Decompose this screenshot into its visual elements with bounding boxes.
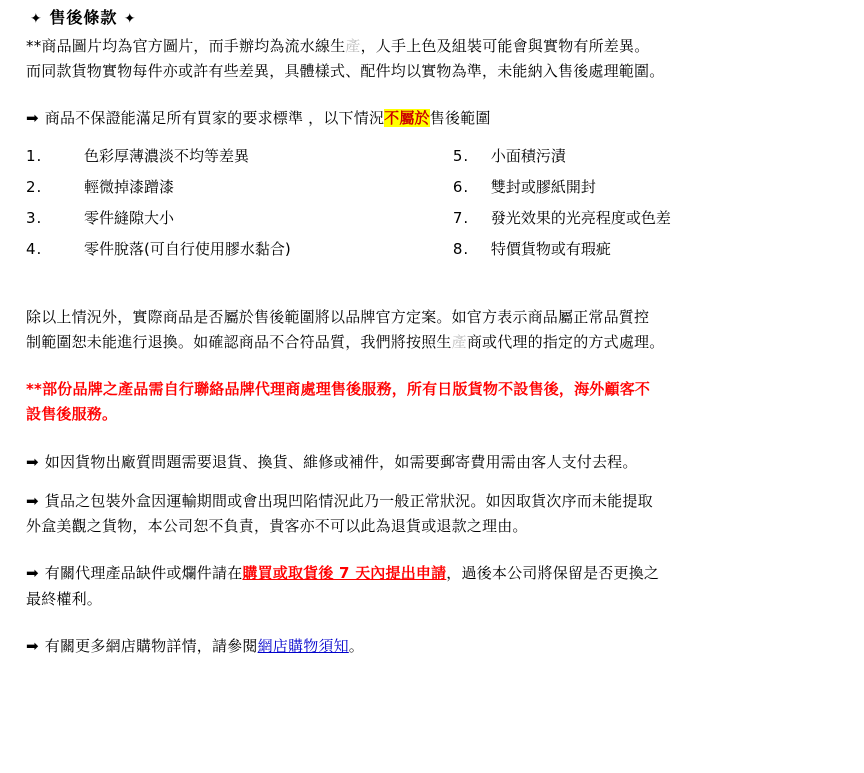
note-deadline-prefix2: 品缺件或爛件請在 — [120, 564, 243, 583]
policy-line-2-suffix: 商或代理的指定的方式處理。 — [466, 332, 665, 351]
notice-text-after: 售後範圍 — [429, 109, 491, 128]
spacer-3 — [26, 356, 850, 378]
note-packaging-line-1 — [26, 490, 850, 513]
spacer-5 — [26, 476, 850, 490]
warning-line-2: 設售後服務。 — [26, 405, 118, 424]
notice-line — [26, 107, 850, 130]
notice-highlight: 不屬於 — [384, 109, 430, 128]
list-item-number: 3. — [26, 209, 43, 228]
note-footer-prefix: 有關更多網店購物詳情，請參閱 — [44, 636, 258, 655]
list-item-number: 1. — [26, 146, 43, 165]
note-packaging-line-2: 外盒美觀之貨物，本公司恕不負責，貴客亦不可以此為退貨或退款之理由。 — [26, 517, 528, 536]
arrow-icon: ➡ — [26, 491, 39, 510]
exclusion-list-left-column — [26, 145, 453, 270]
intro-line-1-prefix: **商品圖片均為官方圖片，而手辦均為流水線生 — [26, 36, 346, 55]
note-footer-suffix: 。 — [348, 636, 364, 655]
list-item — [26, 207, 453, 230]
list-item-label: 小面積污漬 — [490, 146, 566, 165]
intro-line-1 — [26, 35, 850, 58]
list-item-number: 6. — [452, 177, 470, 196]
list-item-label: 零件脫落(可自行使用膠水黏合) — [84, 240, 291, 259]
spacer-6 — [26, 540, 850, 562]
exclusion-list — [26, 145, 850, 270]
list-item — [453, 176, 850, 199]
note-deadline-emphasis: 購買或取貨後 7 天內提出申請 — [242, 564, 447, 583]
list-item-number: 4. — [26, 240, 43, 259]
notice-text-before: 商品不保證能滿足所有買家的要求標準 ，以下情況 — [44, 109, 385, 128]
arrow-icon: ➡ — [26, 452, 39, 471]
exclusion-list-right-column — [453, 145, 850, 270]
list-item — [453, 238, 850, 261]
policy-line-1: 除以上情況外，實際商品是否屬於售後範圍將以品牌官方定案。如官方表示商品屬正常品質控 — [26, 307, 650, 326]
intro-line-2: 而同款貨物實物每件亦或許有些差異，具體樣式、配件均以實物為準，未能納入售後處理範圍。 — [26, 62, 665, 81]
note-deadline-line-2: 最終權利。 — [26, 589, 103, 608]
list-item — [26, 145, 453, 168]
arrow-icon: ➡ — [26, 109, 39, 128]
note-packaging-text-1: 貨品之包裝外盒因運輸期間或會出現凹陷情況此乃一般正常狀況。如因取貨次序而未能提取 — [44, 491, 653, 510]
list-item-label: 輕微掉漆蹭漆 — [84, 177, 175, 196]
list-item-number: 8. — [452, 240, 470, 259]
spacer-2 — [26, 270, 850, 292]
spacer-1 — [26, 85, 850, 107]
note-deadline-line-1 — [26, 562, 850, 585]
diamond-ornament-left: ✦ — [30, 11, 43, 27]
page-title — [30, 6, 850, 31]
list-item — [26, 238, 453, 261]
page-title-text: 售後條款 — [49, 8, 118, 27]
shop-guide-link[interactable]: 網店購物須知 — [257, 636, 349, 655]
arrow-icon: ➡ — [26, 636, 39, 655]
arrow-icon: ➡ — [26, 564, 39, 583]
policy-line-2 — [26, 331, 850, 354]
list-item-label: 特價貨物或有瑕疵 — [490, 240, 611, 259]
list-item-number: 7. — [452, 209, 470, 228]
policy-line-2-faded: 產 — [451, 332, 467, 351]
note-footer — [26, 635, 850, 658]
list-item-label: 色彩厚薄濃淡不均等差異 — [84, 146, 250, 165]
note-deadline-prefix: 有關代理產 — [44, 564, 121, 583]
intro-line-1-faded: 產 — [345, 36, 361, 55]
spacer-4 — [26, 429, 850, 451]
note-shipping — [26, 451, 850, 474]
intro-line-1-suffix: ，人手上色及組裝可能會與實物有所差異。 — [360, 36, 650, 55]
list-item — [453, 207, 850, 230]
list-item-label: 發光效果的光亮程度或色差 — [490, 209, 671, 228]
list-item-number: 5. — [452, 146, 470, 165]
policy-line-2-prefix: 制範圍恕未能進行退換。如確認商品不合符品質，我們將按照生 — [26, 332, 452, 351]
note-shipping-text: 如因貨物出廠質問題需要退貨、換貨、維修或補件，如需要郵寄費用需由客人支付去程。 — [44, 452, 638, 471]
list-item-label: 零件縫隙大小 — [84, 209, 175, 228]
note-deadline-suffix: ，過後本公司將保留是否更換之 — [446, 564, 660, 583]
list-item — [26, 176, 453, 199]
diamond-ornament-right: ✦ — [123, 11, 137, 27]
warning-line-1: **部份品牌之產品需自行聯絡品牌代理商處理售後服務，所有日版貨物不設售後，海外顧客不 — [26, 380, 651, 399]
list-item-number: 2. — [26, 177, 43, 196]
list-item — [453, 145, 850, 168]
spacer-7 — [26, 613, 850, 635]
list-item-label: 雙封或膠紙開封 — [490, 177, 596, 196]
spacer-2b — [26, 292, 850, 306]
